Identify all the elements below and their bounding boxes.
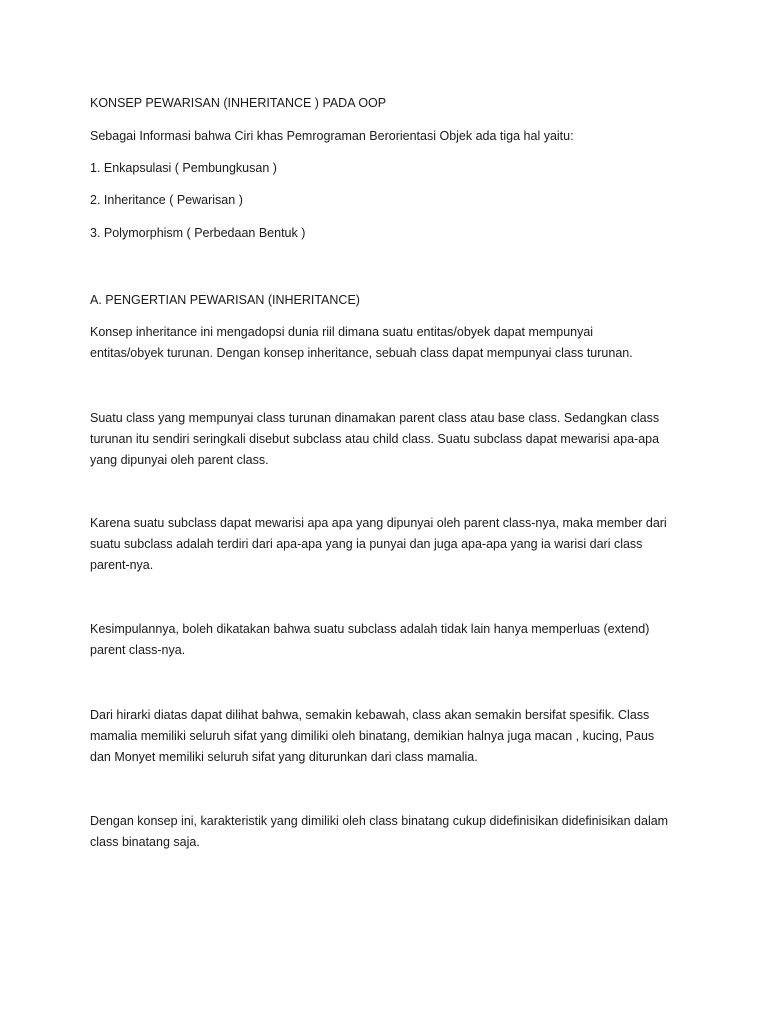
paragraph-line: Suatu class yang mempunyai class turunan dinamakan parent class atau base class. Sedangkan class bbox=[90, 411, 660, 425]
paragraph-line: entitas/obyek turunan. Dengan konsep inheritance, sebuah class dapat mempunyai class turunan. bbox=[90, 346, 633, 360]
paragraph-2 bbox=[90, 408, 680, 471]
paragraph-line: suatu subclass adalah terdiri dari apa-apa yang ia punyai dan juga apa-apa yang ia warisi dari class bbox=[90, 537, 643, 551]
intro-text: Sebagai Informasi bahwa Ciri khas Pemrograman Berorientasi Objek ada tiga hal yaitu: bbox=[90, 129, 574, 143]
paragraph-line: turunan itu sendiri seringkali disebut subclass atau child class. Suatu subclass dapat mewarisi apa-apa bbox=[90, 432, 660, 446]
paragraph-line: Kesimpulannya, boleh dikatakan bahwa suatu subclass adalah tidak lain hanya memperluas (extend) bbox=[90, 622, 650, 636]
list-item-polymorphism: 3. Polymorphism ( Perbedaan Bentuk ) bbox=[90, 226, 306, 240]
paragraph-line: Karena suatu subclass dapat mewarisi apa apa yang dipunyai oleh parent class-nya, maka member dari bbox=[90, 516, 667, 530]
paragraph-line: parent class-nya. bbox=[90, 643, 186, 657]
paragraph-5 bbox=[90, 705, 680, 768]
paragraph-line: parent-nya. bbox=[90, 558, 154, 572]
paragraph-6 bbox=[90, 811, 680, 853]
paragraph-1 bbox=[90, 322, 680, 364]
section-heading: A. PENGERTIAN PEWARISAN (INHERITANCE) bbox=[90, 293, 360, 307]
paragraph-line: dan Monyet memiliki seluruh sifat yang diturunkan dari class mamalia. bbox=[90, 750, 478, 764]
document-title: KONSEP PEWARISAN (INHERITANCE ) PADA OOP bbox=[90, 96, 387, 110]
list-item-encapsulation: 1. Enkapsulasi ( Pembungkusan ) bbox=[90, 161, 277, 175]
paragraph-line: mamalia memiliki seluruh sifat yang dimiliki oleh binatang, demikian halnya juga macan , kucing, Paus bbox=[90, 729, 655, 743]
list-item-inheritance: 2. Inheritance ( Pewarisan ) bbox=[90, 193, 243, 207]
paragraph-4 bbox=[90, 619, 680, 661]
paragraph-line: class binatang saja. bbox=[90, 835, 200, 849]
paragraph-3 bbox=[90, 513, 680, 576]
paragraph-line: Konsep inheritance ini mengadopsi dunia riil dimana suatu entitas/obyek dapat mempunyai bbox=[90, 325, 594, 339]
paragraph-line: yang dipunyai oleh parent class. bbox=[90, 453, 269, 467]
paragraph-line: Dari hirarki diatas dapat dilihat bahwa, semakin kebawah, class akan semakin bersifat spesifik. Class bbox=[90, 708, 650, 722]
paragraph-line: Dengan konsep ini, karakteristik yang dimiliki oleh class binatang cukup didefinisikan didefinisikan dalam bbox=[90, 814, 669, 828]
